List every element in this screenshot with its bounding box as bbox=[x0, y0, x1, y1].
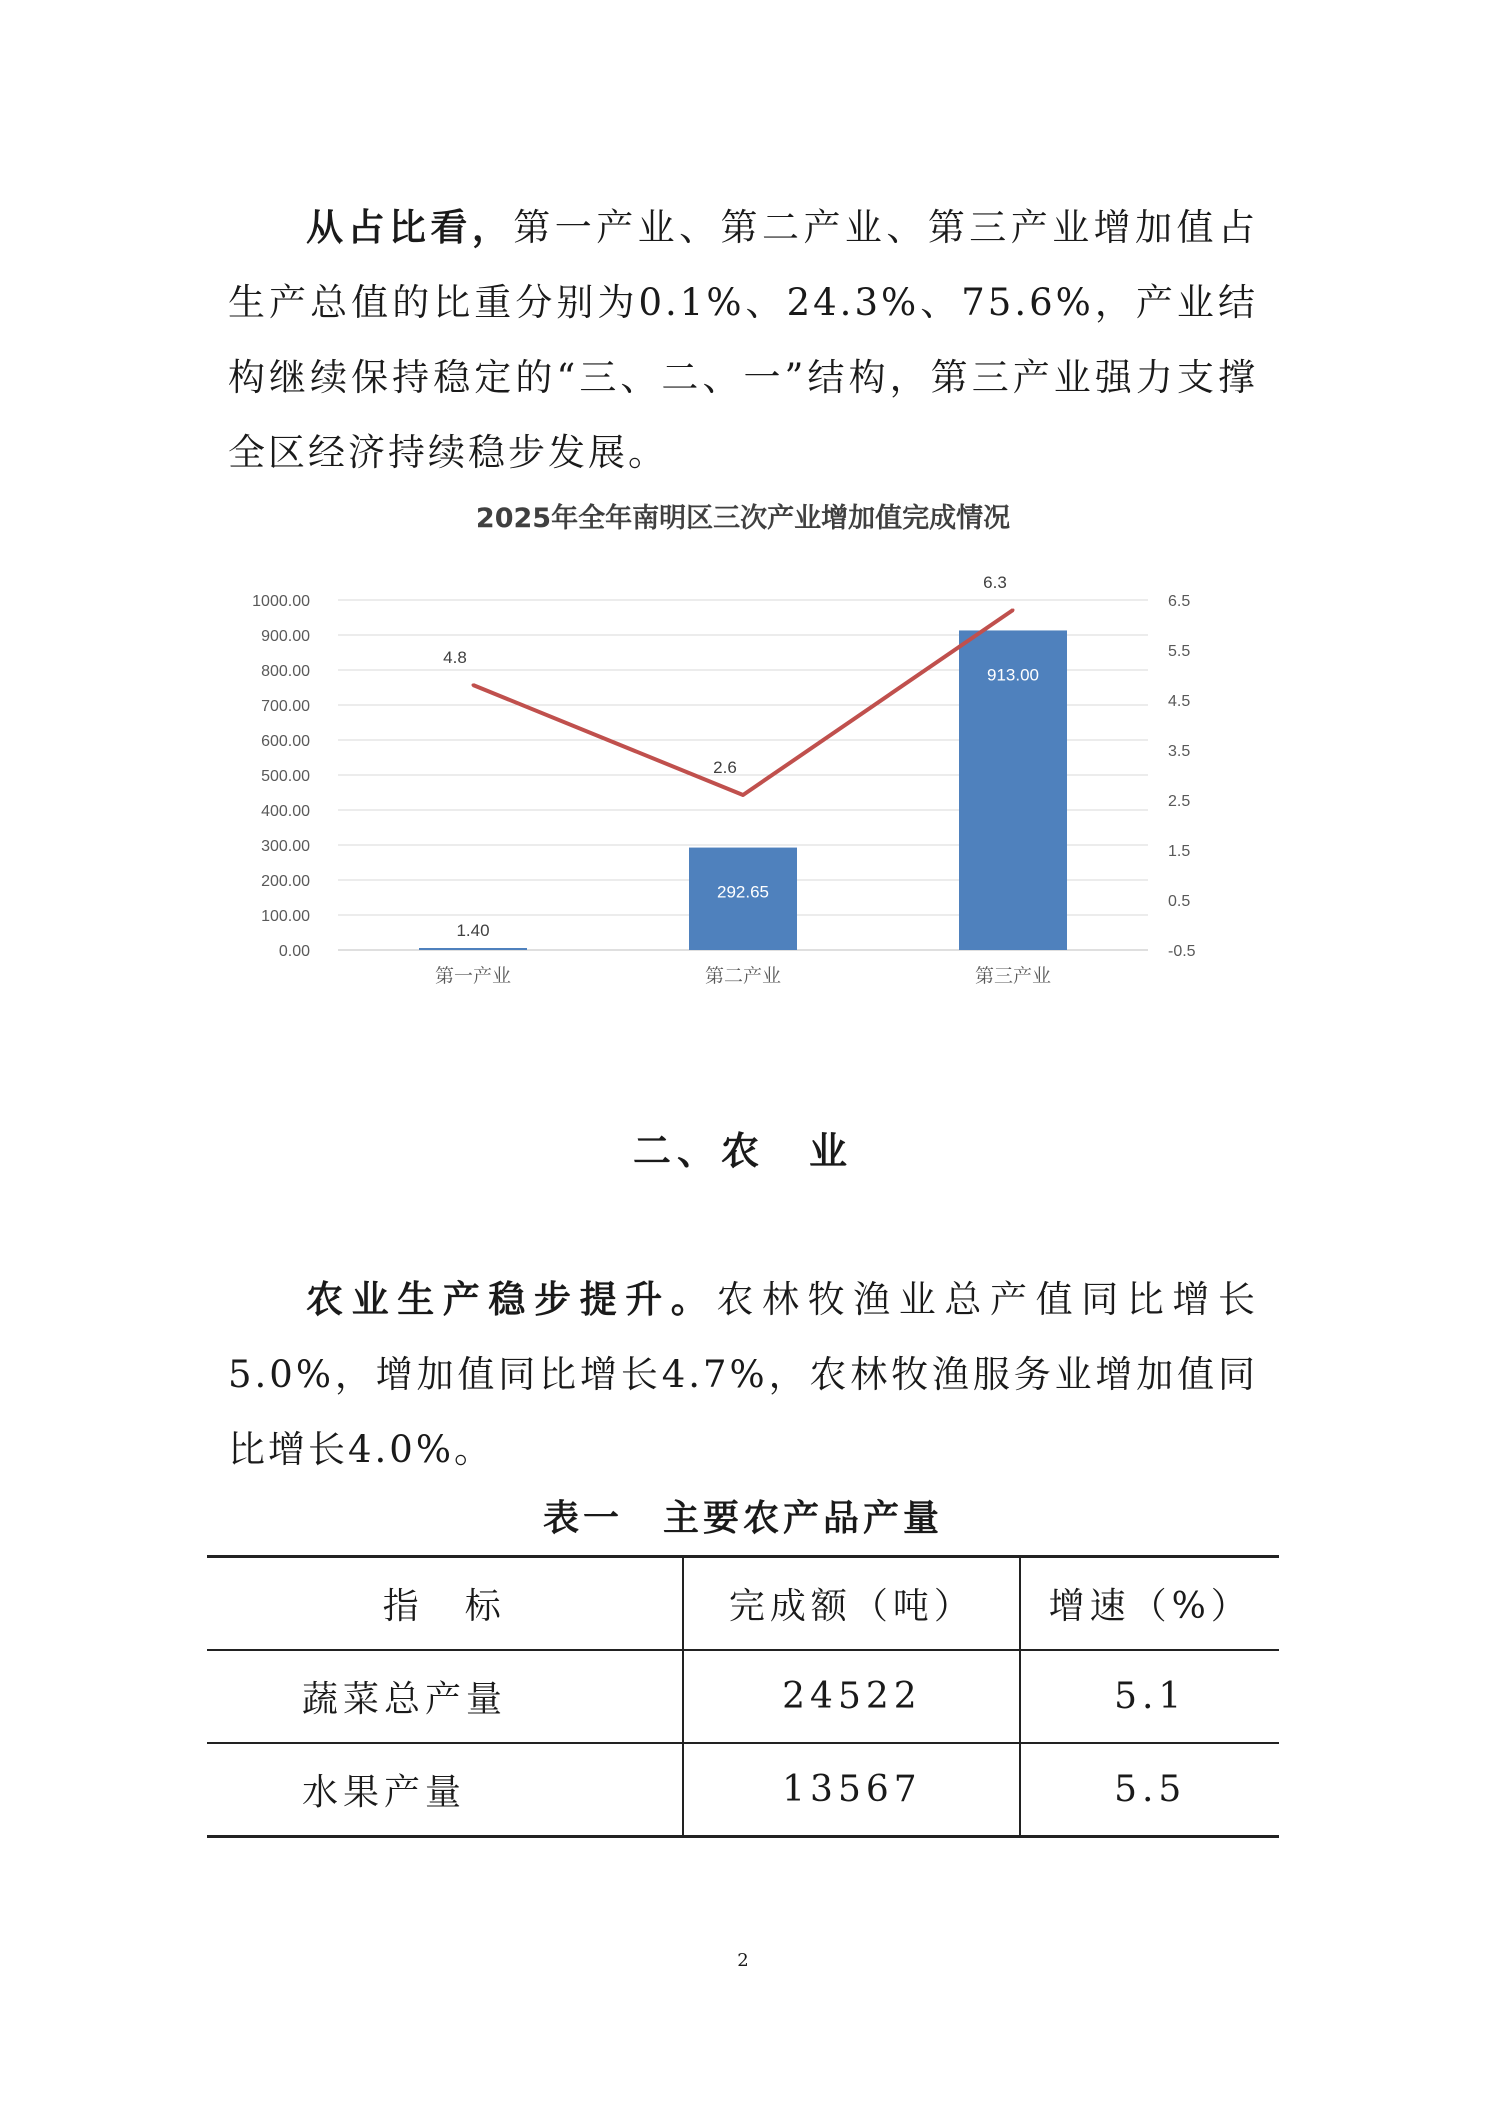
header-amount: 完成额（吨） bbox=[683, 1557, 1020, 1651]
line-data-label: 4.8 bbox=[443, 648, 467, 667]
cell-growth: 5.1 bbox=[1020, 1650, 1279, 1743]
paragraph-agriculture bbox=[228, 1262, 1258, 1487]
header-indicator: 指 标 bbox=[207, 1557, 683, 1651]
line-data-label: 6.3 bbox=[983, 573, 1007, 592]
x-tick-label: 第二产业 bbox=[704, 966, 782, 987]
section-heading-agriculture: 二、农 业 bbox=[632, 1129, 853, 1173]
industry-value-chart bbox=[228, 570, 1258, 1020]
table-row bbox=[207, 1743, 1279, 1837]
cell-indicator: 水果产量 bbox=[207, 1743, 683, 1837]
bar bbox=[419, 948, 527, 950]
y-left-tick-label: 200.00 bbox=[261, 873, 310, 890]
page-number: 2 bbox=[737, 1950, 749, 1971]
y-left-tick-label: 1000.00 bbox=[252, 593, 310, 610]
x-tick-label: 第一产业 bbox=[434, 966, 512, 987]
line-data-label: 2.6 bbox=[713, 758, 737, 777]
y-right-tick-label: 0.5 bbox=[1168, 893, 1191, 910]
paragraph-body: 第一产业、第二产业、第三产业增加值占生产总值的比重分别为0.1%、24.3%、75.6%，产业结构继续保持稳定的“三、二、一”结构，第三产业强力支撑全区经济持续稳步发展。 bbox=[228, 206, 1259, 474]
x-tick-label: 第三产业 bbox=[974, 966, 1052, 987]
table-row bbox=[207, 1650, 1279, 1743]
y-left-tick-label: 500.00 bbox=[261, 768, 310, 785]
y-right-tick-label: 5.5 bbox=[1168, 643, 1191, 660]
cell-amount: 13567 bbox=[683, 1743, 1020, 1837]
y-right-tick-label: 4.5 bbox=[1168, 693, 1191, 710]
cell-indicator: 蔬菜总产量 bbox=[207, 1650, 683, 1743]
y-right-tick-label: 3.5 bbox=[1168, 743, 1191, 760]
line-point bbox=[1012, 609, 1015, 612]
table-header-row bbox=[207, 1557, 1279, 1651]
y-left-tick-label: 600.00 bbox=[261, 733, 310, 750]
y-left-tick-label: 400.00 bbox=[261, 803, 310, 820]
table-title: 表一 主要农产品产量 bbox=[542, 1498, 943, 1539]
y-right-tick-label: 2.5 bbox=[1168, 793, 1191, 810]
y-left-tick-label: 900.00 bbox=[261, 628, 310, 645]
paragraph-lead: 农业生产稳步提升。 bbox=[306, 1278, 717, 1321]
y-left-tick-label: 700.00 bbox=[261, 698, 310, 715]
header-growth: 增速（%） bbox=[1020, 1557, 1279, 1651]
line-point bbox=[472, 684, 475, 687]
paragraph-industry-share bbox=[228, 190, 1258, 490]
y-left-tick-label: 300.00 bbox=[261, 838, 310, 855]
bar-data-label: 292.65 bbox=[717, 882, 769, 902]
paragraph-body: 农林牧渔业总产值同比增长5.0%，增加值同比增长4.7%，农林牧渔服务业增加值同比增长4.0%。 bbox=[228, 1278, 1259, 1471]
agri-products-table bbox=[207, 1555, 1279, 1838]
line-point bbox=[742, 794, 745, 797]
bar-data-label: 913.00 bbox=[987, 665, 1039, 685]
y-left-tick-label: 100.00 bbox=[261, 908, 310, 925]
cell-growth: 5.5 bbox=[1020, 1743, 1279, 1837]
chart-title: 2025年全年南明区三次产业增加值完成情况 bbox=[475, 503, 1011, 534]
line-series bbox=[473, 610, 1013, 795]
cell-amount: 24522 bbox=[683, 1650, 1020, 1743]
bar-data-label: 1.40 bbox=[456, 921, 490, 940]
y-left-tick-label: 800.00 bbox=[261, 663, 310, 680]
y-right-tick-label: 1.5 bbox=[1168, 843, 1191, 860]
y-right-tick-label: -0.5 bbox=[1168, 943, 1196, 960]
paragraph-lead: 从占比看， bbox=[306, 206, 514, 249]
y-right-tick-label: 6.5 bbox=[1168, 593, 1191, 610]
y-left-tick-label: 0.00 bbox=[278, 943, 310, 960]
